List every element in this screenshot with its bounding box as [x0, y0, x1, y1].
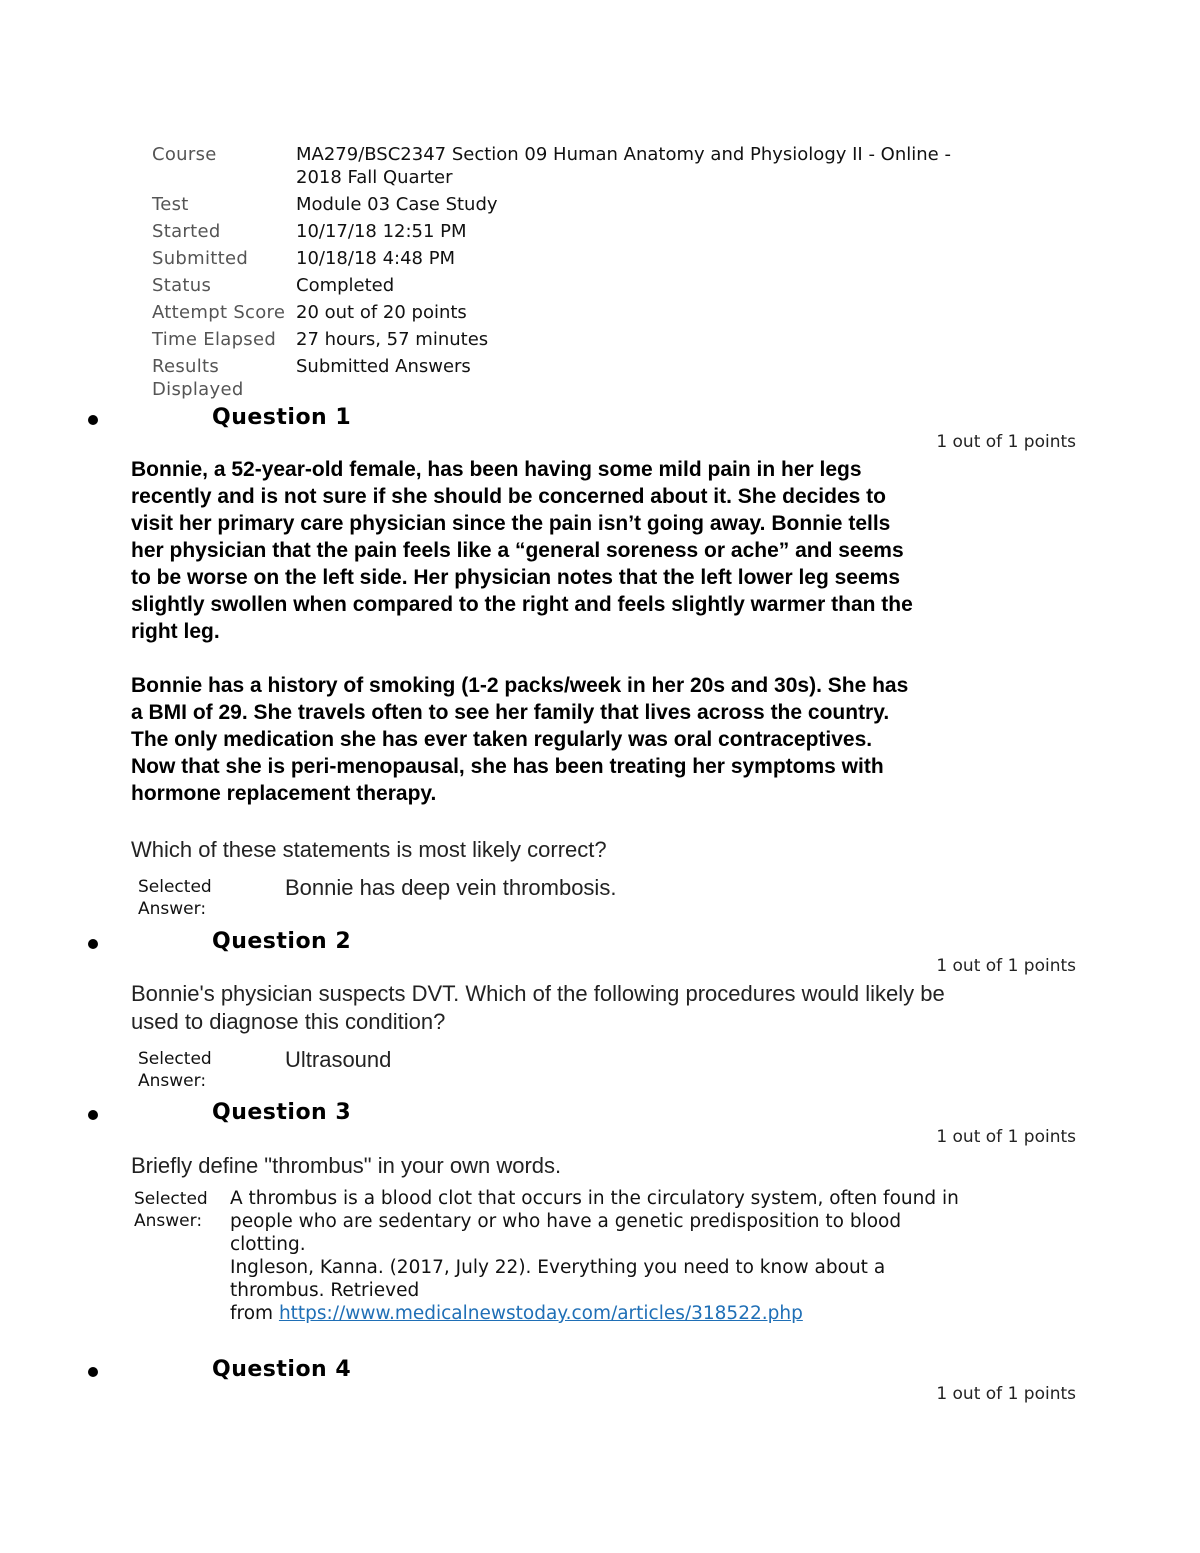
status-label: Status: [152, 275, 212, 296]
attempt-info-table: [152, 143, 996, 401]
question-points: 1 out of 1 points: [936, 1127, 1076, 1147]
case-scenario: [131, 456, 1031, 807]
question-title: Question 1: [212, 405, 352, 430]
course-value-line: MA279/BSC2347 Section 09 Human Anatomy and Physiology II - Online -: [296, 144, 951, 165]
question-points: 1 out of 1 points: [936, 956, 1076, 976]
selected-answer: Ultrasound: [285, 1047, 392, 1072]
elapsed-value: 27 hours, 57 minutes: [296, 329, 489, 350]
scenario-paragraph: Bonnie has a history of smoking (1-2 packs/week in her 20s and 30s). She has a BMI of 29. She travels often to see her family that lives across the country. The only medication she has ever taken regularly was oral contraceptives. Now that she is peri-menopausal, she has been treating her symptoms with hormone replacement therapy.: [131, 674, 909, 805]
started-row: [152, 220, 996, 243]
results-row: [152, 355, 996, 401]
selected-answer: Bonnie has deep vein thrombosis.: [285, 875, 617, 900]
question-title: Question 4: [212, 1357, 352, 1382]
question-title: Question 3: [212, 1100, 352, 1125]
started-value: 10/17/18 12:51 PM: [296, 221, 467, 242]
submitted-label: Submitted: [152, 248, 249, 269]
bullet-icon: [88, 1110, 98, 1120]
results-label-line: Results: [152, 356, 220, 377]
question-prompt: Which of these statements is most likely correct?: [131, 837, 607, 862]
course-value-line: 2018 Fall Quarter: [296, 167, 453, 188]
test-row: [152, 193, 996, 216]
citation-line: Ingleson, Kanna. (2017, July 22). Everything you need to know about a: [230, 1257, 886, 1278]
question-prompt: Briefly define "thrombus" in your own words.: [131, 1153, 562, 1178]
course-label: Course: [152, 144, 217, 165]
question-points: 1 out of 1 points: [936, 1384, 1076, 1404]
bullet-icon: [88, 1367, 98, 1377]
question-title: Question 2: [212, 929, 352, 954]
submitted-value: 10/18/18 4:48 PM: [296, 248, 456, 269]
citation-line: from https://www.medicalnewstoday.com/articles/318522.php: [230, 1303, 803, 1324]
selected-answer-label: Selected Answer:: [138, 877, 212, 919]
started-label: Started: [152, 221, 221, 242]
test-value: Module 03 Case Study: [296, 194, 498, 215]
score-row: [152, 301, 996, 324]
scenario-paragraph: Bonnie, a 52-year-old female, has been having some mild pain in her legs recently and is not sure if she should be concerned about it. She decides to visit her primary care physician since the pain isn’t going away. Bonnie tells her physician that the pain feels like a “general soreness or ache” and seems to be worse on the left side. Her physician notes that the left lower leg seems slightly swollen when compared to the right and feels slightly warmer than the right leg.: [131, 458, 913, 643]
results-label: [152, 355, 296, 401]
results-value: Submitted Answers: [296, 356, 471, 377]
bullet-icon: [88, 939, 98, 949]
citation-line: thrombus. Retrieved: [230, 1280, 420, 1301]
elapsed-label: Time Elapsed: [152, 329, 277, 350]
status-value: Completed: [296, 275, 395, 296]
submitted-row: [152, 247, 996, 270]
course-value: [296, 143, 996, 189]
citation-link[interactable]: https://www.medicalnewstoday.com/articles/318522.php: [278, 1303, 803, 1324]
results-label-line: Displayed: [152, 379, 244, 400]
bullet-icon: [88, 415, 98, 425]
question-prompt: Bonnie's physician suspects DVT. Which of the following procedures would likely be used to diagnose this condition?: [131, 981, 945, 1034]
test-label: Test: [152, 194, 189, 215]
elapsed-row: [152, 328, 996, 351]
question-points: 1 out of 1 points: [936, 432, 1076, 452]
selected-answer: A thrombus is a blood clot that occurs in the circulatory system, often found in people who are sedentary or who have a genetic predisposition to blood clotting. Ingleson, Kanna. (2017, July 22). Everything you need to know about a thrombus. Retrieved from https://www.medicalnewstoday.com/articles/318522.php: [230, 1187, 1030, 1325]
course-row: [152, 143, 996, 189]
selected-answer-label: Selected Answer:: [138, 1049, 212, 1091]
selected-answer-label: Selected Answer:: [134, 1189, 208, 1231]
score-value: 20 out of 20 points: [296, 302, 467, 323]
score-label: Attempt Score: [152, 302, 286, 323]
status-row: [152, 274, 996, 297]
